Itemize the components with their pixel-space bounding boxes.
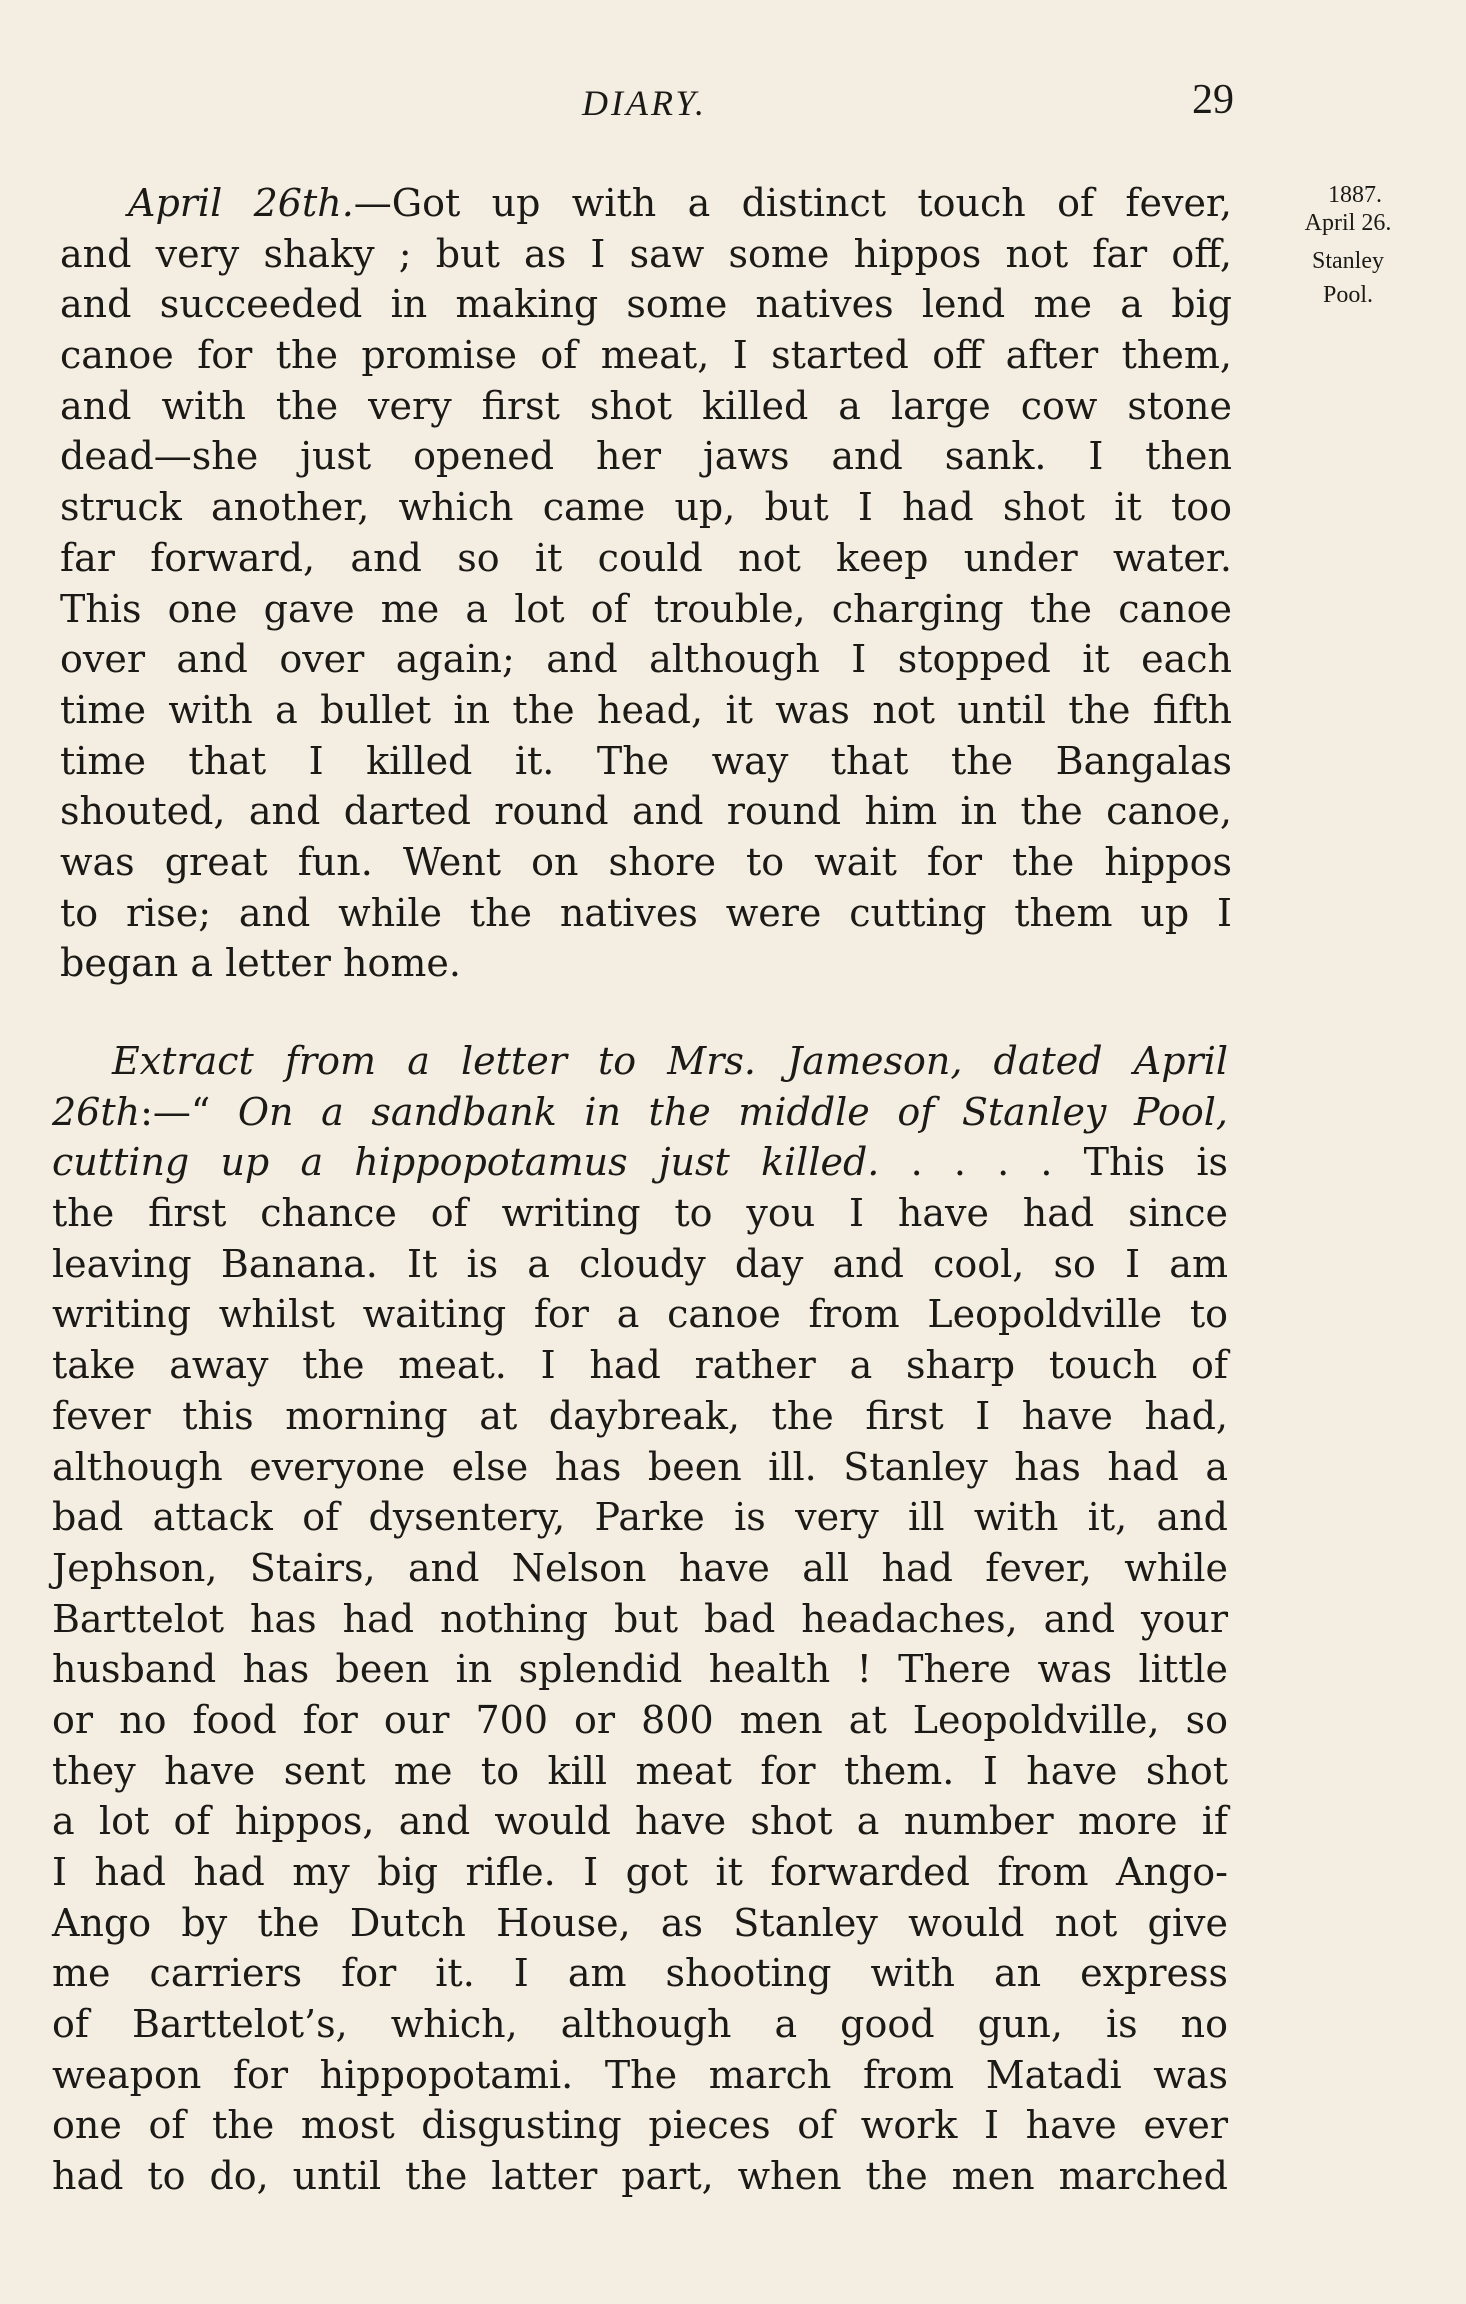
text-line bbox=[60, 178, 1232, 229]
page-number: 29 bbox=[1192, 77, 1234, 123]
text-line: canoe for the promise of meat, I started off after them, bbox=[60, 333, 1232, 378]
text-line: they have sent me to kill meat for them. I have shot bbox=[52, 1748, 1228, 1793]
margin-note-date: April 26. bbox=[1304, 210, 1392, 236]
text-line: fever this morning at daybreak, the first I have had, bbox=[52, 1393, 1228, 1438]
text-line: had to do, until the latter part, when the men marched bbox=[52, 2154, 1228, 2199]
margin-note-place: Stanley bbox=[1312, 248, 1384, 274]
text-fragment: :—“ bbox=[140, 1089, 238, 1134]
text-line: of Barttelot’s, which, although a good gun, is no bbox=[52, 2002, 1228, 2047]
text-line: husband has been in splendid health ! There was little bbox=[52, 1647, 1228, 1692]
margin-note bbox=[1278, 178, 1418, 312]
text-fragment: cutting up a hippopotamus just killed. bbox=[52, 1140, 880, 1185]
text-fragment: 26th bbox=[52, 1089, 141, 1134]
text-line: dead—she just opened her jaws and sank. I then bbox=[60, 434, 1232, 479]
text-fragment: Extract from a letter to Mrs. Jameson, dated April bbox=[112, 1039, 1228, 1083]
text-line: leaving Banana. It is a cloudy day and cool, so I am bbox=[52, 1241, 1228, 1286]
text-line: far forward, and so it could not keep under water. bbox=[60, 535, 1232, 580]
text-line: I had had my big rifle. I got it forwarded from Ango- bbox=[52, 1850, 1228, 1894]
text-line: take away the meat. I had rather a sharp touch of bbox=[52, 1343, 1228, 1388]
text-line: shouted, and darted round and round him in the canoe, bbox=[60, 789, 1232, 834]
text-line: and with the very first shot killed a large cow stone bbox=[60, 383, 1232, 428]
text-line: me carriers for it. I am shooting with an express bbox=[52, 1951, 1228, 1996]
text-line: struck another, which came up, but I had shot it too bbox=[60, 485, 1232, 530]
margin-note-place: Pool. bbox=[1322, 282, 1373, 308]
text-line: and very shaky ; but as I saw some hippos not far off, bbox=[60, 231, 1232, 276]
text-line: bad attack of dysentery, Parke is very ill with it, and bbox=[52, 1495, 1228, 1540]
margin-note-year: 1887. bbox=[1328, 182, 1382, 208]
text-line: Barttelot has had nothing but bad headaches, and your bbox=[52, 1596, 1228, 1641]
text-line bbox=[52, 1137, 1228, 1188]
letter-extract-paragraph bbox=[52, 1036, 1228, 2202]
text-line: Jephson, Stairs, and Nelson have all had fever, while bbox=[52, 1545, 1228, 1590]
text-line: although everyone else has been ill. Stanley has had a bbox=[52, 1444, 1228, 1489]
text-fragment: On a sandbank in the middle of Stanley Pool, bbox=[237, 1089, 1228, 1134]
running-head: DIARY. bbox=[582, 83, 708, 123]
diary-entry-paragraph bbox=[60, 178, 1232, 989]
text-fragment: . . . . This is bbox=[879, 1140, 1229, 1185]
text-line: was great fun. Went on shore to wait for the hippos bbox=[60, 839, 1232, 884]
text-line bbox=[52, 1036, 1228, 1087]
text-line: and succeeded in making some natives lend me a big bbox=[60, 282, 1232, 327]
text-fragment: —Got up with a distinct touch of fever, bbox=[353, 181, 1232, 225]
text-line: Ango by the Dutch House, as Stanley would not give bbox=[52, 1900, 1228, 1945]
entry-date: April 26th. bbox=[128, 181, 354, 225]
text-line: time that I killed it. The way that the Bangalas bbox=[60, 738, 1232, 783]
text-line: or no food for our 700 or 800 men at Leopoldville, so bbox=[52, 1697, 1228, 1742]
text-line: to rise; and while the natives were cutting them up I bbox=[60, 890, 1232, 935]
text-line: over and over again; and although I stopped it each bbox=[60, 637, 1232, 682]
text-line bbox=[52, 1087, 1228, 1138]
text-line: a lot of hippos, and would have shot a number more if bbox=[52, 1799, 1228, 1844]
text-line: began a letter home. bbox=[60, 941, 461, 986]
text-line: one of the most disgusting pieces of work I have ever bbox=[52, 2103, 1228, 2148]
text-line: the first chance of writing to you I have had since bbox=[52, 1191, 1228, 1236]
text-line: time with a bullet in the head, it was not until the fifth bbox=[60, 687, 1232, 732]
text-line: weapon for hippopotami. The march from Matadi was bbox=[52, 2052, 1228, 2097]
text-line: writing whilst waiting for a canoe from Leopoldville to bbox=[52, 1292, 1228, 1337]
text-line: This one gave me a lot of trouble, charging the canoe bbox=[60, 586, 1232, 631]
